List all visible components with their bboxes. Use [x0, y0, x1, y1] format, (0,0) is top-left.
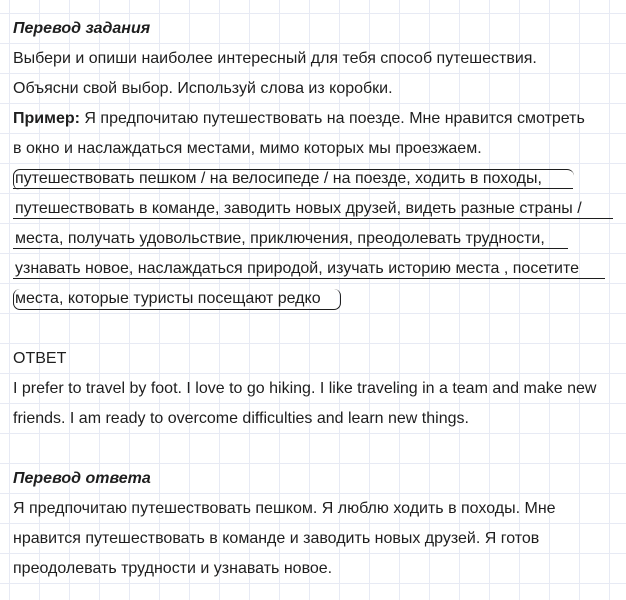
example-line-1: [13, 104, 618, 134]
spacer: [13, 314, 618, 344]
task-heading: Перевод задания: [13, 20, 151, 37]
word-box-text: узнавать новое, наслаждаться природой, изучать историю места , посетите: [15, 260, 579, 277]
word-box-row: [13, 254, 618, 284]
answer-line-1: I prefer to travel by foot. I love to go hiking. I like traveling in a team and make new: [13, 380, 597, 397]
word-box: [13, 164, 618, 314]
example-text-1: Я предпочитаю путешествовать на поезде. Мне нравится смотреть: [79, 110, 585, 127]
document: [13, 14, 618, 584]
translation-line-1: Я предпочитаю путешествовать пешком. Я люблю ходить в походы. Мне: [13, 500, 556, 517]
answer-heading: ОТВЕТ: [13, 350, 67, 367]
answer-line-2: friends. I am ready to overcome difficulties and learn new things.: [13, 410, 469, 427]
word-box-text: места, которые туристы посещают редко: [15, 290, 321, 307]
word-box-row: [13, 194, 618, 224]
spacer: [13, 434, 618, 464]
example-label: Пример:: [13, 110, 80, 127]
example-line-2: в окно и наслаждаться местами, мимо которых мы проезжаем.: [13, 140, 482, 157]
translation-line-3: преодолевать трудности и узнавать новое.: [13, 560, 333, 577]
word-box-text: путешествовать в команде, заводить новых друзей, видеть разные страны /: [15, 200, 582, 217]
task-line-2: Объясни свой выбор. Используй слова из коробки.: [13, 80, 393, 97]
word-box-underline: [13, 278, 605, 279]
task-line-1: Выбери и опиши наиболее интересный для тебя способ путешествия.: [13, 50, 537, 67]
word-box-frame-bottom: [13, 289, 341, 310]
word-box-row: [13, 224, 618, 254]
word-box-underline: [13, 248, 568, 249]
word-box-text: путешествовать пешком / на велосипеде / на поезде, ходить в походы,: [15, 170, 542, 187]
translation-line-2: нравится путешествовать в команде и заводить новых друзей. Я готов: [13, 530, 540, 547]
word-box-frame-top: [13, 169, 574, 190]
word-box-underline: [13, 218, 613, 219]
translation-heading: Перевод ответа: [13, 470, 151, 487]
word-box-text: места, получать удовольствие, приключения, преодолевать трудности,: [15, 230, 545, 247]
